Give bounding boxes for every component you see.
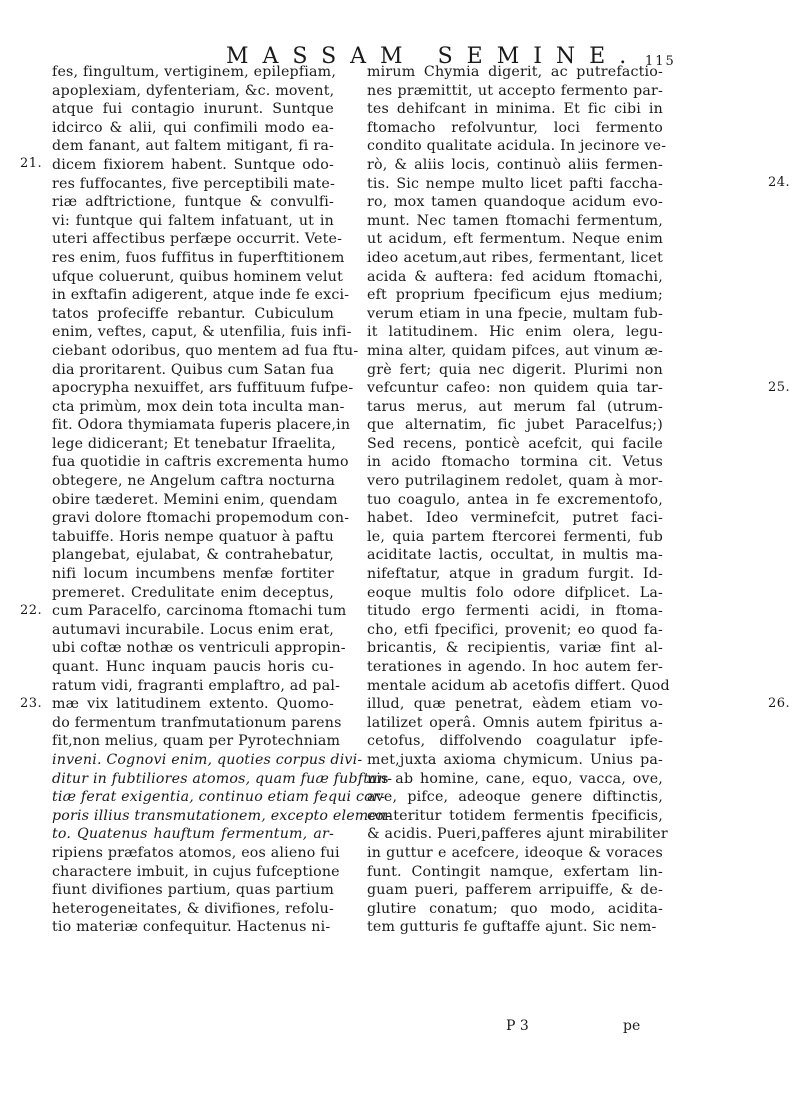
- left-column-line: tiæ ferat exigentia, continuo etiam fequi cor-: [52, 789, 385, 806]
- margin-note-24: 24.: [768, 175, 791, 190]
- left-column-line: ubi coftæ nothæ os ventriculi appropin-: [52, 640, 346, 657]
- left-column-line: ufque coluerunt, quibus hominem velut: [52, 268, 343, 285]
- signature-mark: P 3: [506, 1018, 529, 1034]
- right-column-line: cho, etfi fpecifici, provenit; eo quod fa-: [367, 621, 663, 638]
- right-column-line: nes præmittit, ut accepto fermento par-: [367, 82, 663, 99]
- left-column-line: premeret. Credulitate enim deceptus,: [52, 584, 334, 601]
- left-column-line: uteri affectibus perfæpe occurrit. Vete-: [52, 231, 343, 248]
- left-column-line: ripiens præfatos atomos, eos alieno fui: [52, 844, 340, 861]
- right-column-line: mentale acidum ab acetofis differt. Quod: [367, 677, 670, 694]
- left-column-line: apoplexiam, dyfenteriam, &c. movent,: [52, 82, 335, 99]
- right-column-line: latilizet operâ. Omnis autem fpiritus a-: [367, 714, 663, 731]
- left-column-line: obtegere, ne Angelum caftra nocturna: [52, 473, 336, 490]
- left-column-line: res enim, fuos fuffitus in fuperftitionem: [52, 249, 345, 266]
- right-column-line: ro, mox tamen quandoque acidum evo-: [367, 194, 663, 211]
- left-column-line: charactere imbuit, in cujus fufceptione: [52, 863, 340, 880]
- page-number: 115: [645, 54, 676, 69]
- left-column-line: tatos profeciffe rebantur. Cubiculum: [52, 305, 334, 322]
- right-column-line: nis ab homine, cane, equo, vacca, ove,: [367, 770, 663, 787]
- left-column-line: idcirco & alii, qui confimili modo ea-: [52, 119, 334, 136]
- left-column-line: fua quotidie in caftris excrementa humo: [52, 454, 349, 471]
- right-column-line: glutire conatum; quo modo, acidita-: [367, 900, 663, 917]
- right-column-line: tis. Sic nempe multo licet pafti faccha-: [367, 175, 663, 192]
- catchword: pe: [623, 1018, 641, 1034]
- left-column-line: cta primùm, mox dein tota inculta man-: [52, 398, 345, 415]
- right-column-line: guam pueri, pafferem arripuiffe, & de-: [367, 882, 663, 899]
- left-column-line: tabuiffe. Horis nempe quatuor à paftu: [52, 528, 334, 545]
- left-text-column: [52, 63, 393, 937]
- right-column-line: verum etiam in una fpecie, multam fub-: [367, 305, 663, 322]
- left-column-line: fit,non melius, quam per Pyrotechniam: [52, 733, 341, 750]
- left-column-line: vi: funtque qui faltem infatuant, ut in: [52, 212, 334, 229]
- right-column-line: tarus merus, aut merum fal (utrum-: [367, 398, 663, 415]
- right-column-line: acida & auftera: fed acidum ftomachi,: [367, 268, 663, 285]
- right-column-line: in guttur e acefcere, ideoque & voraces: [367, 844, 663, 861]
- right-column-line: illud, quæ penetrat, eàdem etiam vo-: [367, 696, 663, 713]
- right-column-line: Sed recens, ponticè acefcit, qui facile: [367, 435, 663, 452]
- right-column-line: grè fert; quia nec digerit. Plurimi non: [367, 361, 663, 378]
- right-column-line: tem gutturis fe guftaffe ajunt. Sic nem-: [367, 919, 657, 936]
- right-column-line: nifeftatur, atque in gradum furgit. Id-: [367, 566, 663, 583]
- right-column-line: bricantis, & recipientis, variæ fint al-: [367, 640, 663, 657]
- right-text-column: [367, 63, 670, 937]
- left-column-line: ratum vidi, fragranti emplaftro, ad pal-: [52, 677, 341, 694]
- left-column-line: ciebant odoribus, quo mentem ad fua ftu-: [52, 342, 359, 359]
- right-column-line: aciditate lactis, occultat, in multis ma-: [367, 547, 663, 564]
- right-column-line: funt. Contingit namque, exfertam lin-: [367, 863, 663, 880]
- left-column-line: atque fui contagio inurunt. Suntque: [52, 101, 334, 118]
- right-column-line: habet. Ideo verminefcit, putret faci-: [367, 510, 663, 527]
- right-column-line: tuo coagulo, antea in fe excrementofo,: [367, 491, 663, 508]
- right-column-line: rò, & aliis locis, continuò aliis fermen-: [367, 156, 663, 173]
- left-column-line: quant. Hunc inquam paucis horis cu-: [52, 659, 334, 675]
- left-column-line: inveni. Cognovi enim, quoties corpus divi-: [52, 751, 363, 768]
- right-column-line: ideo acetum,aut ribes, fermentant, licet: [367, 249, 663, 266]
- margin-note-26: 26.: [768, 696, 791, 711]
- left-column-line: tio materiæ confequitur. Hactenus ni-: [52, 919, 331, 936]
- right-column-line: vefcuntur cafeo: non quidem quia tar-: [367, 380, 663, 397]
- left-column-line: apocrypha nexuiffet, ars fuffituum fufpe-: [52, 380, 354, 397]
- right-column-line: conteritur totidem fermentis fpecificis,: [367, 807, 663, 824]
- margin-note-21: 21.: [20, 156, 43, 171]
- margin-note-25: 25.: [768, 380, 791, 395]
- left-column-line: to. Quatenus hauftum fermentum, ar-: [52, 826, 334, 843]
- left-column-line: enim, veftes, caput, & utenfilia, fuis infi-: [52, 324, 352, 341]
- left-column-line: fes, fingultum, vertiginem, epilepfiam,: [52, 64, 337, 80]
- right-column-line: le, quia partem ftercorei fermenti, fub: [367, 528, 663, 545]
- right-column-line: ave, pifce, adeoque genere diftinctis,: [367, 789, 663, 806]
- right-column-line: & acidis. Pueri,pafferes ajunt mirabiliter: [367, 826, 668, 843]
- right-column-line: it latitudinem. Hic enim olera, legu-: [367, 324, 663, 341]
- right-column-line: cetofus, diffolvendo coagulatur ipfe-: [367, 733, 663, 750]
- right-column-line: met,juxta axioma chymicum. Unius pa-: [367, 751, 663, 768]
- left-column-line: lege didicerant; Et tenebatur Ifraelita,: [52, 435, 336, 452]
- right-column-line: vero putrilaginem redolet, quam à mor-: [367, 473, 663, 490]
- right-column-line: que alternatim, fic jubet Paracelfus;): [367, 417, 663, 434]
- right-column-line: eoque multis folo odore difplicet. La-: [367, 584, 663, 601]
- left-column-line: autumavi incurabile. Locus enim erat,: [52, 621, 334, 638]
- left-column-line: dia proritarent. Quibus cum Satan fua: [52, 361, 335, 378]
- left-column-line: do fermentum tranfmutationum parens: [52, 714, 342, 731]
- right-column-line: ut acidum, eft fermentum. Neque enim: [367, 231, 663, 248]
- left-column-line: heterogeneitates, & divifiones, refolu-: [52, 900, 334, 917]
- margin-note-22: 22.: [20, 603, 43, 618]
- left-column-line: res fuffocantes, five perceptibili mate-: [52, 175, 335, 192]
- right-column-line: eft proprium fpecificum ejus medium;: [367, 287, 663, 304]
- left-column-line: fiunt divifiones partium, quas partium: [52, 882, 334, 899]
- left-column-line: fit. Odora thymiamata fuperis placere,in: [52, 417, 351, 434]
- right-column-line: titudo ergo fermenti acidi, in ftoma-: [367, 603, 663, 620]
- left-column-line: riæ adftrictione, funtque & convulfi-: [52, 194, 334, 211]
- left-column-line: in exftafin adigerent, atque inde fe exci-: [52, 287, 350, 304]
- right-column-line: tes dehifcant in minima. Et fic cibi in: [367, 101, 663, 118]
- running-title: MASSAM SEMINE.: [226, 44, 641, 69]
- right-column-line: condito qualitate acidula. In jecinore ve-: [367, 138, 667, 155]
- left-column-line: obire tæderet. Memini enim, quendam: [52, 491, 338, 508]
- left-column-line: nifi locum incumbens menfæ fortiter: [52, 566, 334, 583]
- right-column-line: in acido ftomacho tormina cit. Vetus: [367, 454, 663, 471]
- left-column-line: plangebat, ejulabat, & contrahebatur,: [52, 547, 334, 564]
- left-column-line: dem fanant, aut faltem mitigant, fi ra-: [52, 138, 334, 155]
- left-column-line: dicem fixiorem habent. Suntque odo-: [52, 156, 334, 173]
- right-column-line: mina alter, quidam pifces, aut vinum æ-: [367, 342, 663, 359]
- left-column-line: gravi dolore ftomachi propemodum con-: [52, 510, 350, 527]
- right-column-line: ftomacho refolvuntur, loci fermento: [367, 119, 663, 136]
- margin-note-23: 23.: [20, 696, 43, 711]
- right-column-line: mirum Chymia digerit, ac putrefactio-: [367, 64, 663, 80]
- right-column-line: munt. Nec tamen ftomachi fermentum,: [367, 212, 663, 229]
- left-column-line: ditur in fubtiliores atomos, quam fuæ fubftan-: [52, 770, 393, 787]
- left-column-line: mæ vix latitudinem extento. Quomo-: [52, 696, 334, 713]
- left-column-line: poris illius transmutationem, excepto elemen-: [52, 807, 392, 824]
- left-column-line: cum Paracelfo, carcinoma ftomachi tum: [52, 603, 347, 620]
- right-column-line: terationes in agendo. In hoc autem fer-: [367, 659, 663, 675]
